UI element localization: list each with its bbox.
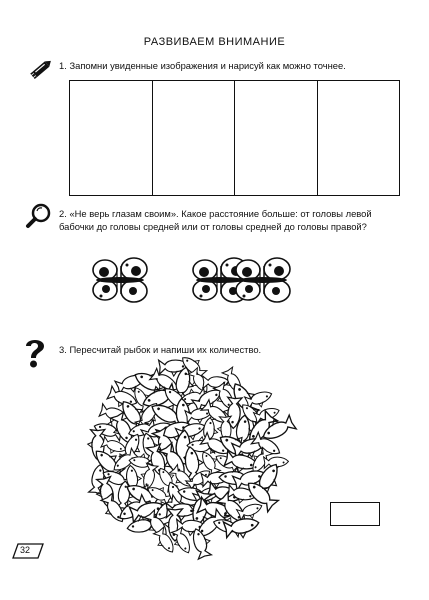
butterflies-illusion <box>95 238 295 322</box>
task-1-text: 1. Запомни увиденные изображения и нарисуй как можно точнее. <box>59 60 346 71</box>
butterfly-right <box>236 258 290 302</box>
drawing-cell[interactable] <box>235 81 318 195</box>
drawing-grid[interactable] <box>69 80 400 196</box>
magnifier-icon <box>26 202 54 228</box>
drawing-cell[interactable] <box>318 81 400 195</box>
question-mark-icon <box>22 336 48 370</box>
drawing-cell[interactable] <box>70 81 153 195</box>
pencil-icon <box>30 58 54 80</box>
fish-cluster <box>86 360 290 550</box>
drawing-cell[interactable] <box>153 81 236 195</box>
page-number: 32 <box>20 545 31 555</box>
task-2-text: 2. «Не верь глазам своим». Какое расстояние больше: от головы левой бабочки до головы средней или от головы средней до головы правой? <box>59 208 372 232</box>
butterfly-left <box>93 258 147 302</box>
answer-box[interactable] <box>330 502 380 526</box>
task-3-text: 3. Пересчитай рыбок и напиши их количество. <box>59 344 262 355</box>
page-title: РАЗВИВАЕМ ВНИМАНИЕ <box>143 36 286 48</box>
